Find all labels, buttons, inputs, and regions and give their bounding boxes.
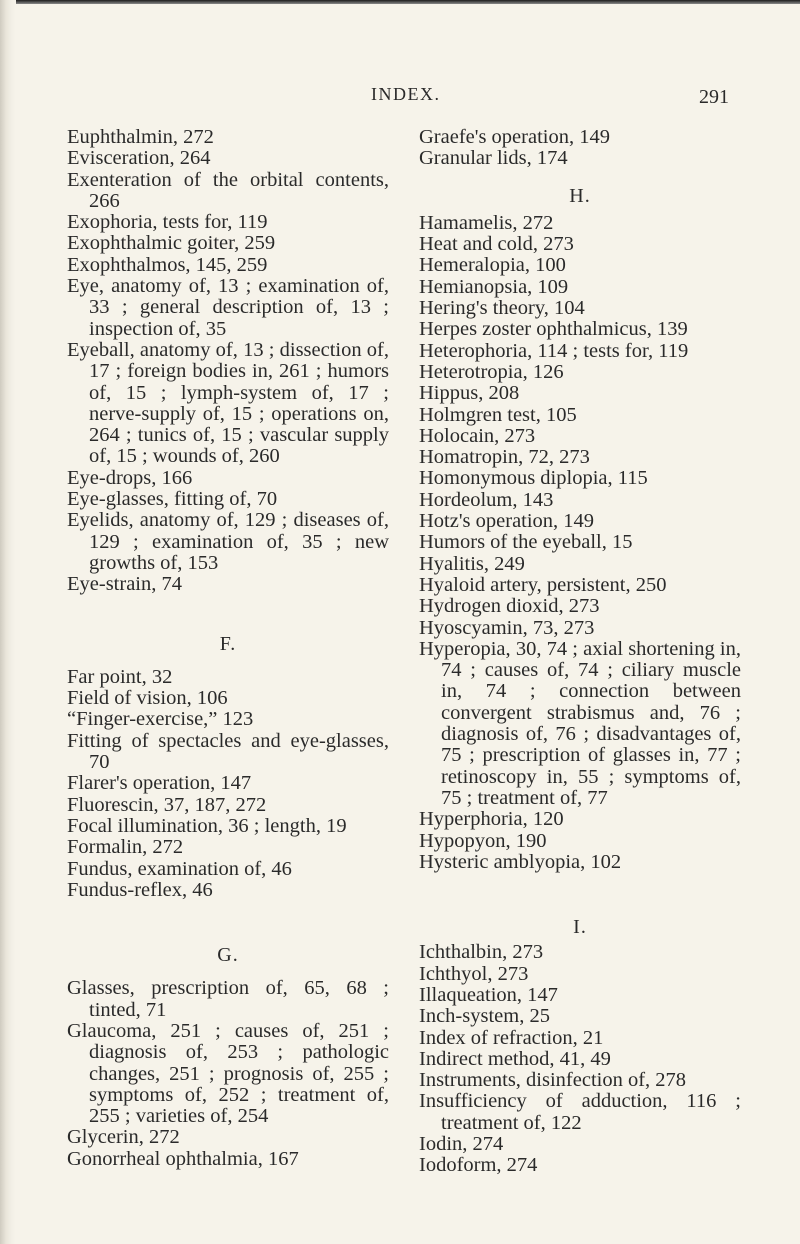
index-entry: Formalin, 272: [67, 836, 184, 859]
index-entry: Hamamelis, 272: [419, 211, 554, 234]
index-entry: Exophthalmic goiter, 259: [67, 232, 276, 255]
index-entry: Exophthalmos, 145, 259: [67, 253, 268, 276]
index-entry: Iodoform, 274: [419, 1154, 538, 1177]
index-entry: Fundus, examination of, 46: [67, 857, 292, 880]
index-entry: Hyaloid artery, persistent, 250: [419, 573, 667, 596]
index-entry: Index of refraction, 21: [419, 1026, 604, 1049]
index-column-left: [67, 127, 389, 1170]
page-top-edge: [0, 0, 800, 4]
index-entry: Gonorrheal ophthalmia, 167: [67, 1147, 299, 1170]
index-group-e: [67, 127, 389, 596]
running-title: INDEX.: [371, 84, 441, 104]
index-entry: Fundus-reflex, 46: [67, 878, 213, 901]
index-entry: Fitting of spectacles and eye-glasses, 70: [67, 729, 389, 774]
index-entry: Hemeralopia, 100: [419, 254, 566, 277]
index-entry: Euphthalmin, 272: [67, 126, 214, 148]
index-group-h: [419, 213, 741, 873]
index-entry: Glasses, prescription of, 65, 68 ; tinted, 71: [67, 977, 389, 1021]
index-entry: Granular lids, 174: [419, 147, 568, 170]
index-entry: Eye-strain, 74: [67, 573, 182, 596]
index-entry: Insufficiency of adduction, 116 ; treatment of, 122: [419, 1090, 741, 1134]
index-entry: Exenteration of the orbital contents, 266: [67, 168, 389, 212]
section-heading-i: I.: [573, 916, 587, 939]
index-entry: Instruments, disinfection of, 278: [419, 1069, 687, 1092]
index-entry: Hering's theory, 104: [419, 297, 585, 320]
index-entry: “Finger-exercise,” 123: [67, 708, 254, 731]
index-entry: Illaqueation, 147: [419, 983, 558, 1006]
index-entry: Eyelids, anatomy of, 129 ; diseases of, 129 ; examination of, 35 ; new growths of, 153: [67, 509, 389, 574]
index-group-f: [67, 667, 389, 901]
index-group-g-continued: [419, 127, 741, 170]
index-entry: Inch-system, 25: [419, 1005, 550, 1028]
index-entry: Hysteric amblyopia, 102: [419, 850, 622, 873]
index-entry: Holmgren test, 105: [419, 403, 577, 426]
index-entry: Glycerin, 272: [67, 1126, 180, 1149]
index-entry: Graefe's operation, 149: [419, 126, 610, 148]
index-entry: Heterophoria, 114 ; tests for, 119: [419, 339, 689, 362]
index-column-right: [419, 127, 741, 1177]
index-entry: Hippus, 208: [419, 382, 520, 405]
index-entry: Hemianopsia, 109: [419, 275, 569, 298]
index-entry: Homonymous diplopia, 115: [419, 467, 648, 490]
index-entry: Hotz's operation, 149: [419, 510, 595, 533]
index-entry: Hyoscyamin, 73, 273: [419, 616, 595, 639]
index-entry: Fluorescin, 37, 187, 272: [67, 793, 267, 816]
index-entry: Herpes zoster ophthalmicus, 139: [419, 318, 688, 341]
index-entry: Far point, 32: [67, 665, 173, 688]
index-group-i: [419, 942, 741, 1176]
index-entry: Evisceration, 264: [67, 147, 211, 170]
section-heading-g: G.: [217, 944, 239, 967]
index-entry: Ichthalbin, 273: [419, 941, 544, 964]
index-entry: Hyperopia, 30, 74 ; axial shortening in, 74 ; causes of, 74 ; ciliary muscle in, 74 ; connection between convergent strabismus and, 76 ; diagnosis of, 76 ; disadvantages of, 75 ; prescription of glasses in, 77 ; retinoscopy in, 55 ; symptoms of, 75 ; treatment of, 77: [419, 637, 741, 809]
index-entry: Hypopyon, 190: [419, 829, 547, 852]
index-entry: Focal illumination, 36 ; length, 19: [67, 814, 347, 837]
index-entry: Holocain, 273: [419, 424, 536, 447]
index-entry: Indirect method, 41, 49: [419, 1047, 611, 1070]
index-entry: Flarer's operation, 147: [67, 772, 252, 795]
index-entry: Eyeball, anatomy of, 13 ; dissection of, 17 ; foreign bodies in, 261 ; humors of, 15 ; lymph-system of, 17 ; nerve-supply of, 15 ; operations on, 264 ; tunics of, 15 ; vascular supply of, 15 ; wounds of, 260: [67, 338, 389, 468]
page-binding-shadow: [0, 0, 16, 1244]
index-entry: Heterotropia, 126: [419, 360, 564, 383]
index-entry: Hyalitis, 249: [419, 552, 525, 575]
index-entry: Eye, anatomy of, 13 ; examination of, 33 ; general description of, 13 ; inspection of, 35: [67, 275, 389, 340]
page-number: 291: [699, 86, 729, 108]
section-heading-f: F.: [219, 632, 237, 655]
index-entry: Hordeolum, 143: [419, 488, 554, 511]
index-entry: Homatropin, 72, 273: [419, 446, 590, 469]
index-entry: Hyperphoria, 120: [419, 808, 564, 831]
index-entry: Eye-drops, 166: [67, 466, 193, 489]
index-entry: Ichthyol, 273: [419, 962, 529, 985]
page-header: [0, 84, 800, 108]
index-entry: Hydrogen dioxid, 273: [419, 595, 600, 618]
index-entry: Field of vision, 106: [67, 687, 228, 710]
index-group-g: [67, 978, 389, 1170]
index-entry: Iodin, 274: [419, 1133, 504, 1156]
index-entry: Glaucoma, 251 ; causes of, 251 ; diagnosis of, 253 ; pathologic changes, 251 ; prognosis of, 255 ; symptoms of, 252 ; treatment of, 255 ; varieties of, 254: [67, 1019, 389, 1128]
section-heading-h: H.: [569, 184, 591, 207]
index-entry: Heat and cold, 273: [419, 233, 574, 256]
index-entry: Humors of the eyeball, 15: [419, 531, 633, 554]
index-entry: Eye-glasses, fitting of, 70: [67, 488, 278, 511]
index-entry: Exophoria, tests for, 119: [67, 211, 268, 234]
